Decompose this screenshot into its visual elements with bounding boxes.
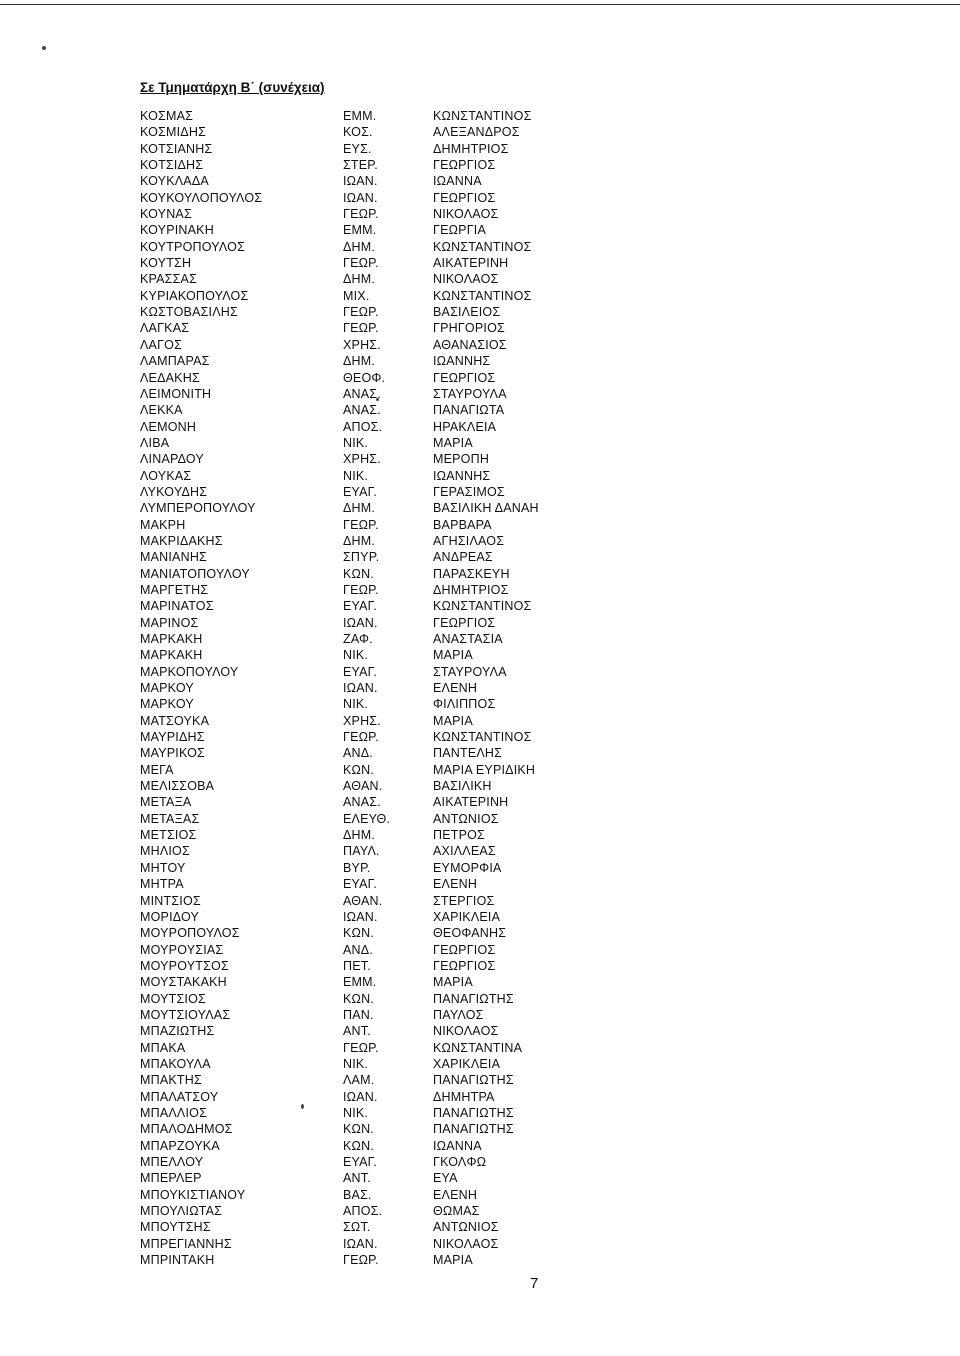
roster-row: [140, 320, 600, 336]
surname: ΜΠΑΚΤΗΣ: [140, 1073, 202, 1088]
given-name: ΓΕΩΡΓΙΑ: [433, 223, 486, 238]
given-name: ΝΙΚΟΛΑΟΣ: [433, 207, 499, 222]
given-name: ΕΥΑ: [433, 1171, 458, 1186]
surname: ΚΥΡΙΑΚΟΠΟΥΛΟΣ: [140, 288, 249, 303]
roster-row: [140, 141, 600, 157]
given-name: ΒΑΡΒΑΡΑ: [433, 517, 492, 532]
father-name: ΓΕΩΡ.: [343, 517, 379, 532]
given-name: ΠΑΡΑΣΚΕΥΗ: [433, 566, 510, 581]
father-name: ΛΑΜ.: [343, 1073, 375, 1088]
roster-row: [140, 500, 600, 516]
roster-row: [140, 745, 600, 761]
roster-row: [140, 239, 600, 255]
father-name: ΜΙΧ.: [343, 288, 370, 303]
father-name: ΚΩΝ.: [343, 991, 374, 1006]
roster-row: [140, 778, 600, 794]
roster-row: [140, 190, 600, 206]
roster-row: [140, 402, 600, 418]
father-name: ΚΩΝ.: [343, 566, 374, 581]
roster-row: [140, 451, 600, 467]
roster-row: [140, 108, 600, 124]
surname: ΜΑΡΙΝΑΤΟΣ: [140, 599, 214, 614]
father-name: ΙΩΑΝ.: [343, 174, 378, 189]
roster-row: [140, 974, 600, 990]
given-name: ΑΙΚΑΤΕΡΙΝΗ: [433, 256, 509, 271]
roster-row: [140, 468, 600, 484]
father-name: ΝΙΚ.: [343, 1105, 369, 1120]
given-name: ΓΡΗΓΟΡΙΟΣ: [433, 321, 505, 336]
roster-row: [140, 893, 600, 909]
surname: ΜΑΡΚΑΚΗ: [140, 632, 203, 646]
given-name: ΜΕΡΟΠΗ: [433, 452, 490, 467]
surname: ΜΠΑΖΙΩΤΗΣ: [140, 1024, 215, 1039]
father-name: ΙΩΑΝ.: [343, 681, 378, 696]
father-name: ΓΕΩΡ.: [343, 256, 379, 271]
surname: ΜΟΥΤΣΙΟΥΛΑΣ: [140, 1007, 231, 1022]
surname: ΜΠΑΚΑ: [140, 1040, 186, 1055]
father-name: ΙΩΑΝ.: [343, 615, 378, 630]
father-name: ΓΕΩΡ.: [343, 207, 379, 222]
father-name: ΙΩΑΝ.: [343, 190, 378, 205]
surname: ΜΗΤΟΥ: [140, 860, 186, 875]
given-name: ΚΩΝΣΤΑΝΤΙΝΟΣ: [433, 109, 532, 123]
surname: ΜΠΕΛΛΟΥ: [140, 1155, 204, 1169]
father-name: ΝΙΚ.: [343, 468, 369, 483]
roster-row: [140, 549, 600, 565]
surname: ΜΗΤΡΑ: [140, 877, 184, 892]
roster-row: [140, 631, 600, 647]
given-name: ΣΤΑΥΡΟΥΛΑ: [433, 386, 507, 401]
roster-row: [140, 1170, 600, 1186]
father-name: ΙΩΑΝ.: [343, 909, 378, 924]
roster-row: [140, 598, 600, 614]
roster-row: [140, 1138, 600, 1154]
surname: ΚΟΥΝΑΣ: [140, 207, 192, 222]
given-name: ΓΕΩΡΓΙΟΣ: [433, 370, 496, 385]
surname: ΜΠΡΕΓΙΑΝΝΗΣ: [140, 1236, 232, 1251]
given-name: ΑΝΤΩΝΙΟΣ: [433, 811, 499, 826]
roster-row: [140, 173, 600, 189]
father-name: ΑΘΑΝ.: [343, 779, 383, 794]
father-name: ΓΕΩΡ.: [343, 305, 379, 320]
scan-speck: [42, 46, 46, 50]
surname: ΚΟΥΤΡΟΠΟΥΛΟΣ: [140, 239, 246, 254]
given-name: ΒΑΣΙΛΙΚΗ: [433, 779, 492, 794]
father-name: ΣΠΥΡ.: [343, 550, 380, 565]
given-name: ΚΩΝΣΤΑΝΤΙΝΟΣ: [433, 730, 532, 745]
surname: ΜΠΑΡΖΟΥΚΑ: [140, 1138, 220, 1153]
surname: ΚΟΤΣΙΑΝΗΣ: [140, 141, 213, 156]
section-heading: Σε Τμηματάρχη Β΄ (συνέχεια): [140, 80, 325, 95]
father-name: ΖΑΦ.: [343, 632, 373, 646]
father-name: ΑΝΔ.: [343, 942, 373, 957]
surname: ΛΥΜΠΕΡΟΠΟΥΛΟΥ: [140, 501, 256, 516]
surname: ΚΟΣΜΙΔΗΣ: [140, 125, 206, 140]
father-name: ΑΠΟΣ.: [343, 419, 383, 434]
surname: ΜΠΑΛΑΤΣΟΥ: [140, 1089, 219, 1104]
surname: ΛΕΜΟΝΗ: [140, 419, 197, 434]
surname: ΜΟΥΤΣΙΟΣ: [140, 991, 206, 1006]
employee-roster: [140, 108, 600, 1268]
roster-row: [140, 1187, 600, 1203]
given-name: ΦΙΛΙΠΠΟΣ: [433, 697, 496, 712]
father-name: ΑΝΤ.: [343, 1024, 371, 1039]
father-name: ΑΝΑΣ.: [343, 403, 381, 418]
roster-row: [140, 696, 600, 712]
father-name: ΓΕΩΡ.: [343, 1253, 379, 1268]
father-name: ΙΩΑΝ.: [343, 1236, 378, 1251]
surname: ΛΙΒΑ: [140, 435, 170, 450]
surname: ΜΕΤΑΞΑ: [140, 795, 192, 810]
given-name: ΘΕΟΦΑΝΗΣ: [433, 926, 507, 941]
father-name: ΔΗΜ.: [343, 272, 376, 287]
given-name: ΜΑΡΙΑ: [433, 648, 473, 663]
surname: ΚΟΤΣΙΔΗΣ: [140, 158, 204, 173]
given-name: ΓΕΩΡΓΙΟΣ: [433, 190, 496, 205]
given-name: ΜΑΡΙΑ ΕΥΡΙΔΙΚΗ: [433, 762, 536, 777]
given-name: ΜΑΡΙΑ: [433, 435, 473, 450]
father-name: ΕΥΑΓ.: [343, 484, 378, 499]
roster-row: [140, 1203, 600, 1219]
surname: ΜΑΥΡΙΚΟΣ: [140, 746, 205, 761]
father-name: ΓΕΩΡ.: [343, 321, 379, 336]
given-name: ΓΕΩΡΓΙΟΣ: [433, 958, 496, 973]
given-name: ΕΛΕΝΗ: [433, 1187, 478, 1202]
father-name: ΚΩΝ.: [343, 762, 374, 777]
father-name: ΧΡΗΣ.: [343, 452, 381, 467]
roster-row: [140, 255, 600, 271]
surname: ΜΟΥΣΤΑΚΑΚΗ: [140, 975, 227, 990]
father-name: ΕΜΜ.: [343, 109, 377, 123]
surname: ΛΕΙΜΟΝΙΤΗ: [140, 386, 212, 401]
surname: ΚΟΥΚΟΥΛΟΠΟΥΛΟΣ: [140, 190, 263, 205]
father-name: ΠΑΝ.: [343, 1007, 374, 1022]
given-name: ΒΑΣΙΛΙΚΗ ΔΑΝΑΗ: [433, 501, 539, 516]
surname: ΜΟΥΡΟΥΤΣΟΣ: [140, 958, 229, 973]
surname: ΚΟΥΤΣΗ: [140, 256, 192, 271]
father-name: ΘΕΟΦ.: [343, 370, 386, 385]
father-name: ΔΗΜ.: [343, 354, 376, 369]
roster-row: [140, 1056, 600, 1072]
surname: ΜΑΝΙΑΝΗΣ: [140, 550, 207, 565]
given-name: ΓΕΩΡΓΙΟΣ: [433, 942, 496, 957]
given-name: ΠΕΤΡΟΣ: [433, 828, 485, 843]
father-name: ΑΝΔ.: [343, 746, 373, 761]
given-name: ΙΩΑΝΝΗΣ: [433, 354, 491, 369]
roster-row: [140, 386, 600, 402]
roster-row: [140, 582, 600, 598]
page-number: 7: [530, 1275, 539, 1292]
father-name: ΓΕΩΡ.: [343, 582, 379, 597]
roster-row: [140, 1007, 600, 1023]
surname: ΚΡΑΣΣΑΣ: [140, 272, 198, 287]
roster-row: [140, 566, 600, 582]
roster-row: [140, 860, 600, 876]
roster-row: [140, 337, 600, 353]
roster-row: [140, 1154, 600, 1170]
given-name: ΕΛΕΝΗ: [433, 681, 478, 696]
roster-row: [140, 370, 600, 386]
roster-row: [140, 664, 600, 680]
roster-row: [140, 435, 600, 451]
father-name: ΔΗΜ.: [343, 239, 376, 254]
roster-row: [140, 353, 600, 369]
surname: ΜΑΥΡΙΔΗΣ: [140, 730, 205, 745]
roster-row: [140, 909, 600, 925]
roster-row: [140, 876, 600, 892]
given-name: ΔΗΜΗΤΡΑ: [433, 1089, 495, 1104]
given-name: ΜΑΡΙΑ: [433, 975, 473, 990]
roster-row: [140, 991, 600, 1007]
given-name: ΑΝΑΣΤΑΣΙΑ: [433, 632, 503, 646]
surname: ΜΟΡΙΔΟΥ: [140, 909, 200, 924]
father-name: ΚΟΣ.: [343, 125, 373, 140]
given-name: ΠΑΝΑΓΙΩΤΗΣ: [433, 1073, 514, 1088]
father-name: ΑΠΟΣ.: [343, 1204, 383, 1219]
surname: ΜΑΤΣΟΥΚΑ: [140, 713, 210, 728]
given-name: ΙΩΑΝΝΗΣ: [433, 468, 491, 483]
roster-row: [140, 827, 600, 843]
father-name: ΧΡΗΣ.: [343, 713, 381, 728]
surname: ΛΟΥΚΑΣ: [140, 468, 192, 483]
father-name: ΝΙΚ.: [343, 697, 369, 712]
father-name: ΒΥΡ.: [343, 860, 371, 875]
surname: ΜΑΡΚΟΥ: [140, 697, 194, 712]
roster-row: [140, 615, 600, 631]
given-name: ΙΩΑΝΝΑ: [433, 174, 482, 189]
roster-row: [140, 1121, 600, 1137]
father-name: ΑΝΑΣ.: [343, 386, 381, 401]
roster-row: [140, 647, 600, 663]
given-name: ΑΓΗΣΙΛΑΟΣ: [433, 533, 505, 548]
surname: ΜΑΚΡΗ: [140, 517, 186, 532]
surname: ΚΟΥΚΛΑΔΑ: [140, 174, 209, 189]
given-name: ΓΕΡΑΣΙΜΟΣ: [433, 484, 505, 499]
father-name: ΓΕΩΡ.: [343, 730, 379, 745]
given-name: ΑΧΙΛΛΕΑΣ: [433, 844, 496, 859]
roster-row: [140, 1252, 600, 1268]
roster-row: [140, 794, 600, 810]
roster-row: [140, 843, 600, 859]
given-name: ΚΩΝΣΤΑΝΤΙΝΟΣ: [433, 599, 532, 614]
roster-row: [140, 958, 600, 974]
roster-row: [140, 1072, 600, 1088]
roster-row: [140, 1105, 600, 1121]
father-name: ΚΩΝ.: [343, 1138, 374, 1153]
surname: ΜΠΡΙΝΤΑΚΗ: [140, 1253, 215, 1268]
given-name: ΑΙΚΑΤΕΡΙΝΗ: [433, 795, 509, 810]
given-name: ΧΑΡΙΚΛΕΙΑ: [433, 909, 501, 924]
father-name: ΔΗΜ.: [343, 501, 376, 516]
given-name: ΝΙΚΟΛΑΟΣ: [433, 1236, 499, 1251]
roster-row: [140, 925, 600, 941]
roster-row: [140, 680, 600, 696]
father-name: ΙΩΑΝ.: [343, 1089, 378, 1104]
roster-row: [140, 1219, 600, 1235]
father-name: ΝΙΚ.: [343, 435, 369, 450]
given-name: ΑΝΤΩΝΙΟΣ: [433, 1220, 499, 1235]
surname: ΜΟΥΡΟΠΟΥΛΟΣ: [140, 926, 240, 941]
surname: ΜΠΑΛΟΔΗΜΟΣ: [140, 1122, 233, 1137]
father-name: ΕΥΑΓ.: [343, 1155, 378, 1169]
father-name: ΔΗΜ.: [343, 828, 376, 843]
father-name: ΑΘΑΝ.: [343, 893, 383, 908]
given-name: ΚΩΝΣΤΑΝΤΙΝΑ: [433, 1040, 523, 1055]
given-name: ΠΑΝΑΓΙΩΤΗΣ: [433, 1105, 514, 1120]
surname: ΜΠΑΛΛΙΟΣ: [140, 1105, 207, 1120]
father-name: ΕΥΑΓ.: [343, 599, 378, 614]
surname: ΜΕΓΑ: [140, 762, 174, 777]
given-name: ΚΩΝΣΤΑΝΤΙΝΟΣ: [433, 239, 532, 254]
roster-row: [140, 157, 600, 173]
father-name: ΠΑΥΛ.: [343, 844, 380, 859]
surname: ΜΠΟΥΤΣΗΣ: [140, 1220, 211, 1235]
given-name: ΝΙΚΟΛΑΟΣ: [433, 1024, 499, 1039]
given-name: ΠΑΥΛΟΣ: [433, 1007, 484, 1022]
father-name: ΧΡΗΣ.: [343, 337, 381, 352]
given-name: ΙΩΑΝΝΑ: [433, 1138, 482, 1153]
father-name: ΕΜΜ.: [343, 223, 377, 238]
father-name: ΕΛΕΥΘ.: [343, 811, 391, 826]
given-name: ΝΙΚΟΛΑΟΣ: [433, 272, 499, 287]
roster-row: [140, 1040, 600, 1056]
father-name: ΕΥΑΓ.: [343, 877, 378, 892]
roster-row: [140, 288, 600, 304]
given-name: ΑΘΑΝΑΣΙΟΣ: [433, 337, 507, 352]
surname: ΜΑΡΚΟΠΟΥΛΟΥ: [140, 664, 239, 679]
father-name: ΝΙΚ.: [343, 1056, 369, 1071]
surname: ΜΗΛΙΟΣ: [140, 844, 190, 859]
father-name: ΔΗΜ.: [343, 533, 376, 548]
surname: ΛΙΝΑΡΔΟΥ: [140, 452, 204, 467]
given-name: ΔΗΜΗΤΡΙΟΣ: [433, 141, 509, 156]
surname: ΚΟΥΡΙΝΑΚΗ: [140, 223, 214, 238]
father-name: ΕΜΜ.: [343, 975, 377, 990]
surname: ΜΠΟΥΚΙΣΤΙΑΝΟΥ: [140, 1187, 246, 1202]
surname: ΜΕΛΙΣΣΟΒΑ: [140, 779, 215, 794]
given-name: ΧΑΡΙΚΛΕΙΑ: [433, 1056, 501, 1071]
surname: ΜΕΤΣΙΟΣ: [140, 828, 197, 843]
roster-row: [140, 304, 600, 320]
given-name: ΔΗΜΗΤΡΙΟΣ: [433, 582, 509, 597]
given-name: ΓΕΩΡΓΙΟΣ: [433, 158, 496, 173]
surname: ΜΠΟΥΛΙΩΤΑΣ: [140, 1204, 223, 1219]
father-name: ΠΕΤ.: [343, 958, 371, 973]
surname: ΛΥΚΟΥΔΗΣ: [140, 484, 208, 499]
given-name: ΠΑΝΤΕΛΗΣ: [433, 746, 503, 761]
father-name: ΕΥΣ.: [343, 141, 372, 156]
roster-row: [140, 533, 600, 549]
given-name: ΕΥΜΟΡΦΙΑ: [433, 860, 502, 875]
given-name: ΣΤΑΥΡΟΥΛΑ: [433, 664, 507, 679]
father-name: ΓΕΩΡ.: [343, 1040, 379, 1055]
surname: ΜΟΥΡΟΥΣΙΑΣ: [140, 942, 224, 957]
roster-row: [140, 419, 600, 435]
surname: ΛΑΓΟΣ: [140, 337, 183, 352]
surname: ΜΑΡΓΕΤΗΣ: [140, 582, 209, 597]
surname: ΛΕΚΚΑ: [140, 403, 183, 418]
given-name: ΣΤΕΡΓΙΟΣ: [433, 893, 495, 908]
given-name: ΗΡΑΚΛΕΙΑ: [433, 419, 497, 434]
surname: ΜΑΝΙΑΤΟΠΟΥΛΟΥ: [140, 566, 250, 581]
roster-row: [140, 1023, 600, 1039]
father-name: ΚΩΝ.: [343, 1122, 374, 1137]
top-scan-edge: [0, 4, 960, 5]
surname: ΜΑΡΙΝΟΣ: [140, 615, 199, 630]
roster-row: [140, 811, 600, 827]
roster-row: [140, 271, 600, 287]
surname: ΚΩΣΤΟΒΑΣΙΛΗΣ: [140, 305, 238, 320]
surname: ΜΠΕΡΛΕΡ: [140, 1171, 202, 1186]
surname: ΜΕΤΑΞΑΣ: [140, 811, 200, 826]
father-name: ΝΙΚ.: [343, 648, 369, 663]
surname: ΛΑΜΠΑΡΑΣ: [140, 354, 210, 369]
given-name: ΠΑΝΑΓΙΩΤΗΣ: [433, 1122, 514, 1137]
roster-row: [140, 762, 600, 778]
surname: ΚΟΣΜΑΣ: [140, 109, 194, 123]
father-name: ΕΥΑΓ.: [343, 664, 378, 679]
given-name: ΑΝΔΡΕΑΣ: [433, 550, 493, 565]
roster-row: [140, 1236, 600, 1252]
given-name: ΜΑΡΙΑ: [433, 713, 473, 728]
given-name: ΑΛΕΞΑΝΔΡΟΣ: [433, 125, 520, 140]
surname: ΛΑΓΚΑΣ: [140, 321, 190, 336]
roster-row: [140, 484, 600, 500]
father-name: ΑΝΤ.: [343, 1171, 371, 1186]
roster-row: [140, 124, 600, 140]
given-name: ΓΚΟΛΦΩ: [433, 1155, 487, 1169]
surname: ΜΑΡΚΑΚΗ: [140, 648, 203, 663]
father-name: ΑΝΑΣ.: [343, 795, 381, 810]
given-name: ΠΑΝΑΓΙΩΤΗΣ: [433, 991, 514, 1006]
father-name: ΚΩΝ.: [343, 926, 374, 941]
roster-row: [140, 729, 600, 745]
given-name: ΒΑΣΙΛΕΙΟΣ: [433, 305, 501, 320]
given-name: ΕΛΕΝΗ: [433, 877, 478, 892]
given-name: ΘΩΜΑΣ: [433, 1204, 480, 1219]
given-name: ΚΩΝΣΤΑΝΤΙΝΟΣ: [433, 288, 532, 303]
father-name: ΒΑΣ.: [343, 1187, 372, 1202]
roster-row: [140, 206, 600, 222]
father-name: ΣΩΤ.: [343, 1220, 371, 1235]
surname: ΜΑΚΡΙΔΑΚΗΣ: [140, 533, 223, 548]
surname: ΜΙΝΤΣΙΟΣ: [140, 893, 201, 908]
roster-row: [140, 222, 600, 238]
surname: ΜΠΑΚΟΥΛΑ: [140, 1056, 211, 1071]
given-name: ΜΑΡΙΑ: [433, 1253, 473, 1268]
surname: ΜΑΡΚΟΥ: [140, 681, 194, 696]
given-name: ΠΑΝΑΓΙΩΤΑ: [433, 403, 505, 418]
father-name: ΣΤΕΡ.: [343, 158, 378, 173]
surname: ΛΕΔΑΚΗΣ: [140, 370, 200, 385]
roster-row: [140, 713, 600, 729]
roster-row: [140, 517, 600, 533]
roster-row: [140, 942, 600, 958]
given-name: ΓΕΩΡΓΙΟΣ: [433, 615, 496, 630]
roster-row: [140, 1089, 600, 1105]
